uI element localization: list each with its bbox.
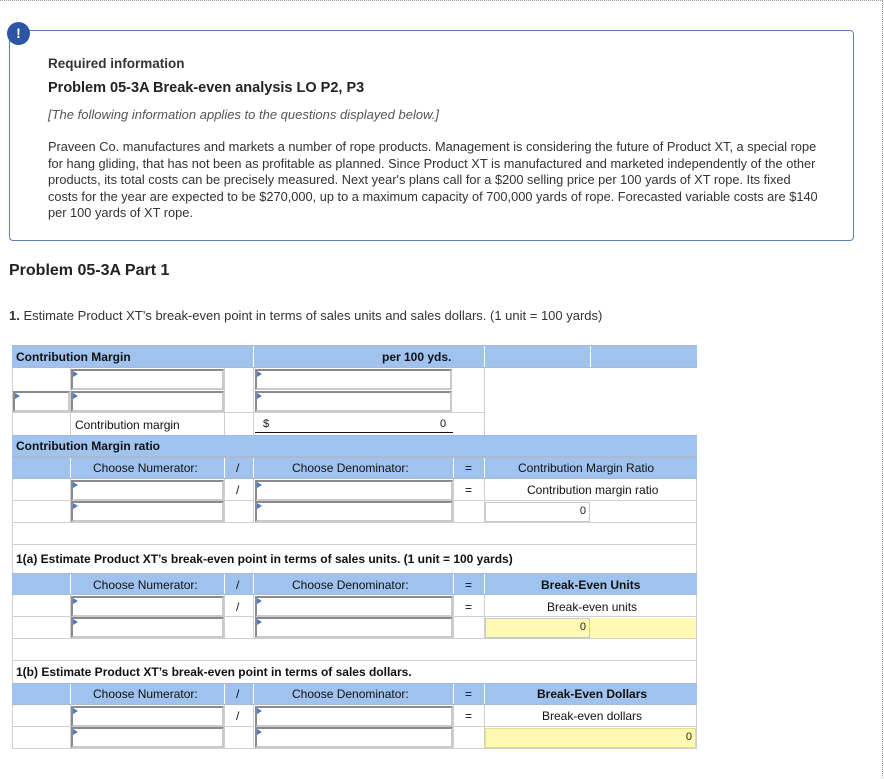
cm-per-label: per 100 yds.: [382, 350, 452, 364]
bed-result-value: 0: [485, 728, 696, 748]
bed-row-equals: =: [465, 709, 473, 723]
bed-header-equals: =: [465, 687, 473, 701]
beu-numerator-amount-input[interactable]: [71, 617, 224, 638]
cm-total-label: Contribution margin: [75, 418, 180, 432]
bed-result-label: Break-even dollars: [542, 709, 643, 723]
cm-total-value: 0: [440, 418, 447, 430]
problem-paragraph: Praveen Co. manufactures and markets a number of rope products. Management is considering the future of Product XT, a special rope for hang gliding, that has not been as profitable as planned. Since Product XT is manufactured and marketed independently of the other products, its total costs can be precisely measured. Next year's plans call for a $200 selling price per 100 yards of XT rope. Its fixed costs for the year are expected to be $270,000, up to a maximum capacity of 700,000 yards of rope. Forecasted variable costs are $140 per 100 yards of XT rope.: [48, 139, 818, 221]
bed-numerator-amount-input[interactable]: [71, 727, 224, 748]
cmr-result-header: Contribution Margin Ratio: [518, 461, 655, 475]
beu-result-header: Break-Even Units: [541, 578, 641, 592]
cm-header-label: Contribution Margin: [16, 350, 131, 364]
cmr-numerator-input[interactable]: [71, 480, 224, 501]
cm-operator-input[interactable]: [13, 391, 70, 412]
cmr-numerator-amount-input[interactable]: [71, 501, 224, 522]
required-info-heading: Required information: [48, 56, 185, 71]
cmr-row-equals: =: [465, 483, 473, 497]
cm-item-1-input[interactable]: [71, 369, 224, 390]
cmr-denominator-amount-input[interactable]: [255, 501, 453, 522]
beu-denominator-label: Choose Denominator:: [292, 578, 409, 592]
cmr-denominator-input[interactable]: [255, 480, 453, 501]
cmr-section-label: Contribution Margin ratio: [16, 439, 160, 453]
bed-section-label: 1(b) Estimate Product XT’s break-even point in terms of sales dollars.: [16, 665, 412, 679]
beu-result-label: Break-even units: [547, 600, 638, 614]
cmr-result-value: 0: [485, 502, 590, 522]
cmr-denominator-label: Choose Denominator:: [292, 461, 409, 475]
beu-denominator-amount-input[interactable]: [255, 617, 453, 638]
beu-numerator-input[interactable]: [71, 596, 224, 617]
question-text: Estimate Product XT’s break-even point in terms of sales units and sales dollars. (1 unit = 100 yards): [23, 308, 603, 323]
cmr-numerator-label: Choose Numerator:: [93, 461, 198, 475]
beu-result-value: 0: [485, 618, 590, 638]
required-info-box: [9, 30, 854, 241]
cmr-result-label: Contribution margin ratio: [527, 483, 659, 497]
cm-value-1-input[interactable]: [255, 369, 452, 390]
bed-numerator-label: Choose Numerator:: [93, 687, 198, 701]
beu-row-slash: /: [236, 600, 240, 614]
bed-denominator-amount-input[interactable]: [255, 727, 453, 748]
applies-note: [The following information applies to the questions displayed below.]: [48, 107, 439, 122]
beu-header-equals: =: [465, 578, 473, 592]
beu-header-slash: /: [236, 578, 240, 592]
bed-header-slash: /: [236, 687, 240, 701]
alert-icon: !: [7, 22, 30, 45]
cmr-header-equals: =: [465, 461, 473, 475]
beu-denominator-input[interactable]: [255, 596, 453, 617]
question-number: 1.: [9, 308, 20, 323]
cm-value-2-input[interactable]: [255, 391, 452, 412]
question-1: [9, 308, 602, 323]
bed-denominator-input[interactable]: [255, 706, 453, 727]
cmr-row-slash: /: [236, 483, 240, 497]
bed-row-slash: /: [236, 709, 240, 723]
cm-dollar-sign: $: [263, 418, 270, 430]
beu-section-label: 1(a) Estimate Product XT’s break-even point in terms of sales units. (1 unit = 100 yards): [16, 552, 513, 566]
bed-numerator-input[interactable]: [71, 706, 224, 727]
cm-item-2-input[interactable]: [71, 391, 224, 412]
beu-numerator-label: Choose Numerator:: [93, 578, 198, 592]
problem-title: Problem 05-3A Break-even analysis LO P2, P3: [48, 80, 365, 96]
part-title: Problem 05-3A Part 1: [9, 262, 170, 279]
beu-row-equals: =: [465, 600, 473, 614]
bed-result-header: Break-Even Dollars: [537, 687, 648, 701]
bed-denominator-label: Choose Denominator:: [292, 687, 409, 701]
cmr-header-slash: /: [236, 461, 240, 475]
